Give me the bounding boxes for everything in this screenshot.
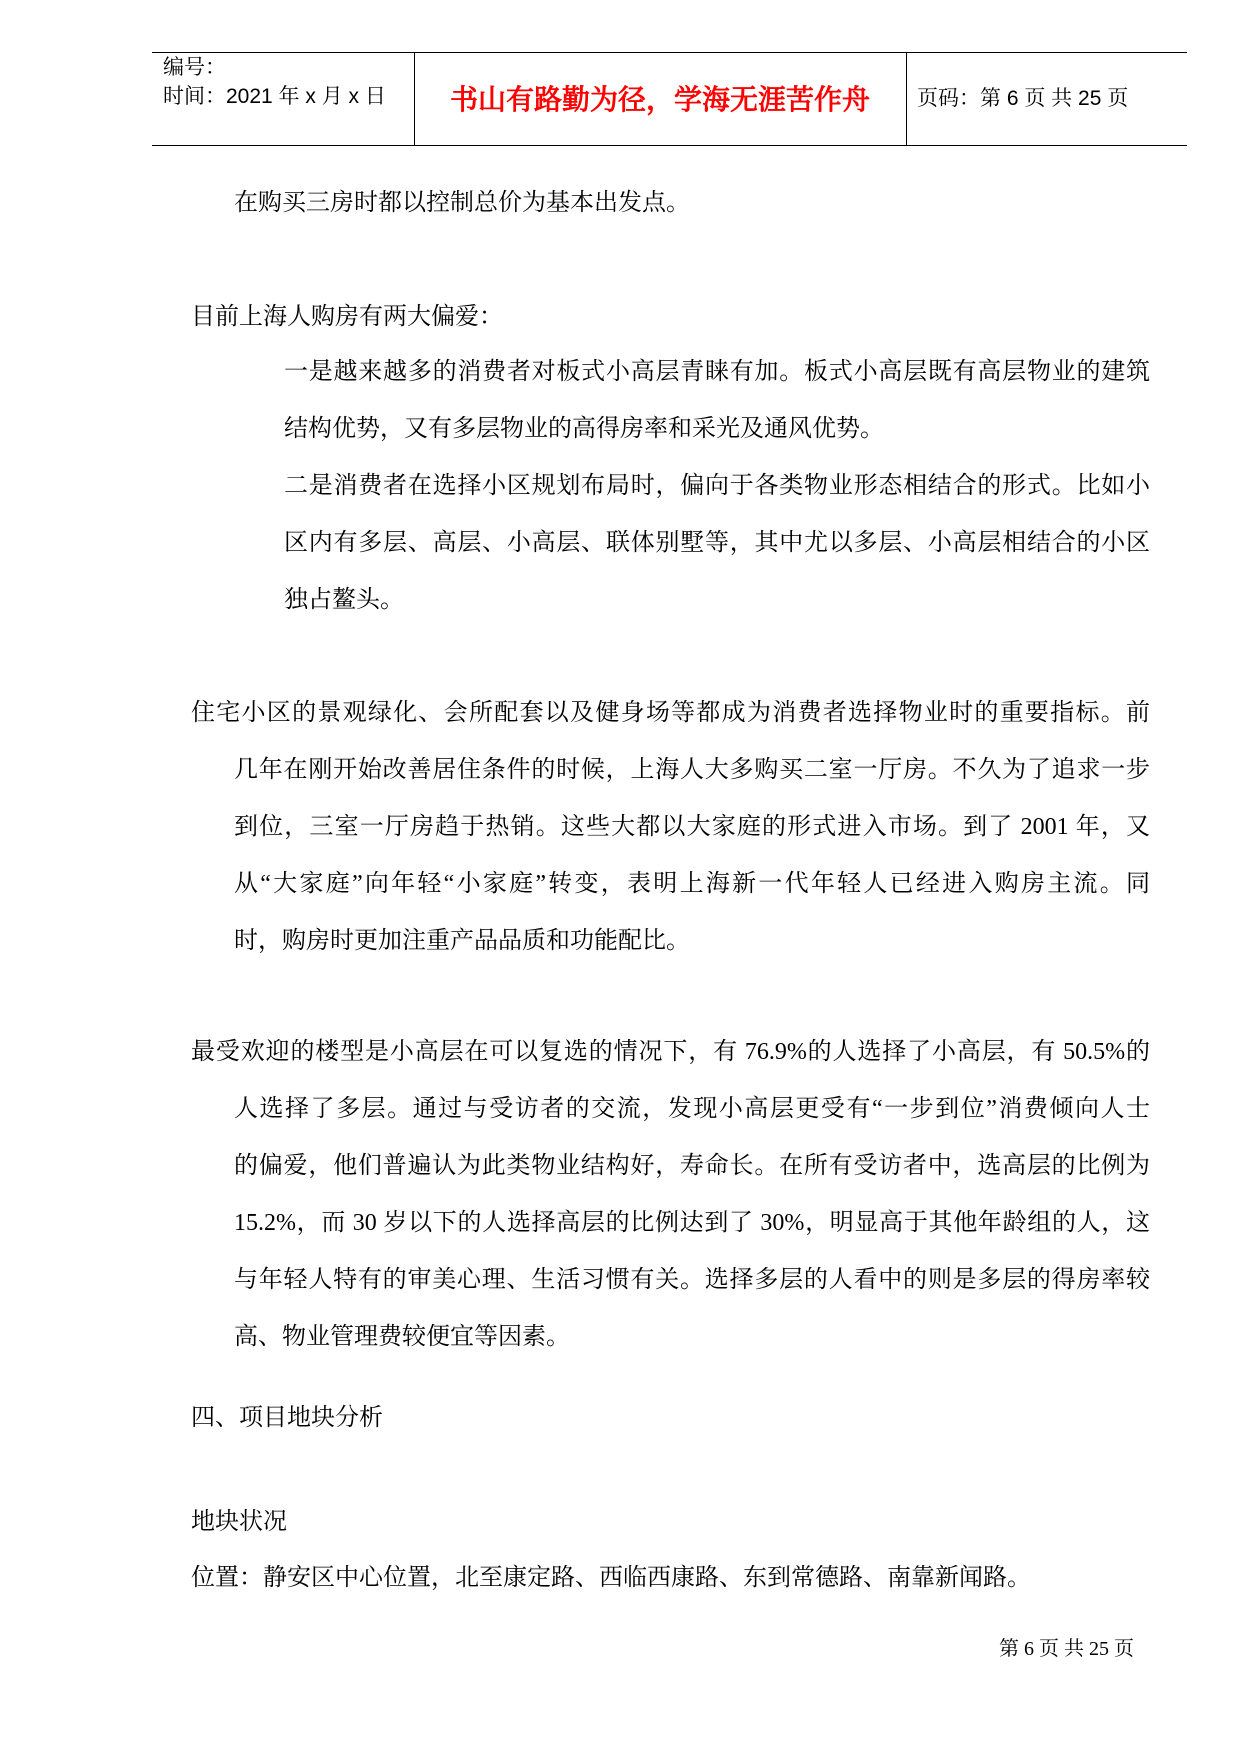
paragraph-line: 的偏爱，他们普遍认为此类物业结构好，寿命长。在所有受访者中，选高层的比例为 (234, 1153, 1150, 1179)
paragraph-line: 最受欢迎的楼型是小高层在可以复选的情况下，有 76.9%的人选择了小高层，有 50.5%的 (191, 1039, 1150, 1065)
paragraph-line: 几年在刚开始改善居住条件的时候，上海人大多购买二室一厅房。不久为了追求一步 (234, 757, 1150, 783)
paragraph-line: 二是消费者在选择小区规划布局时，偏向于各类物业形态相结合的形式。比如小 (284, 473, 1150, 499)
paragraph-line: 15.2%，而 30 岁以下的人选择高层的比例达到了 30%，明显高于其他年龄组的人，这 (234, 1210, 1150, 1236)
page-code: 页码：第 6 页 共 25 页 (917, 87, 1129, 110)
heading-text: 地块状况 (191, 1509, 287, 1535)
serial-number-label: 编号： (163, 56, 226, 79)
paragraph-line: 时，购房时更加注重产品品质和功能配比。 (234, 928, 690, 954)
paragraph-line: 高、物业管理费较便宜等因素。 (234, 1324, 570, 1350)
section-heading (191, 1390, 383, 1447)
paragraph-line: 人选择了多层。通过与受访者的交流，发现小高层更受有“一步到位”消费倾向人士 (234, 1096, 1150, 1122)
opening-paragraph (234, 175, 1150, 232)
header-divider-right (906, 53, 907, 146)
paragraph-line: 住宅小区的景观绿化、会所配套以及健身场等都成为消费者选择物业时的重要指标。前 (191, 700, 1150, 726)
paragraph-line: 区内有多层、高层、小高层、联体别墅等，其中尤以多层、小高层相结合的小区 (284, 530, 1150, 556)
heading-text: 目前上海人购房有两大偏爱： (191, 304, 503, 330)
paragraph-line: 独占鳌头。 (284, 587, 404, 613)
location-paragraph (191, 1550, 1031, 1607)
paragraph-line: 一是越来越多的消费者对板式小高层青睐有加。板式小高层既有高层物业的建筑 (284, 359, 1150, 385)
subheading (191, 1494, 287, 1551)
building-types-paragraph (191, 1024, 1150, 1366)
heading-text: 四、项目地块分析 (191, 1405, 383, 1431)
preferences-heading (191, 289, 503, 346)
paragraph-line: 到位，三室一厅房趋于热销。这些大都以大家庭的形式进入市场。到了 2001 年，又 (234, 814, 1150, 840)
time-label: 时间：2021 年 x 月 x 日 (163, 85, 386, 108)
header-motto: 书山有路勤为径，学海无涯苦作舟 (449, 84, 870, 115)
paragraph-line: 在购买三房时都以控制总价为基本出发点。 (234, 190, 690, 216)
amenities-paragraph (191, 685, 1150, 970)
paragraph-line: 从“大家庭”向年轻“小家庭”转变，表明上海新一代年轻人已经进入购房主流。同 (234, 871, 1150, 897)
paragraph-line: 结构优势，又有多层物业的高得房率和采光及通风优势。 (284, 416, 884, 442)
preferences-paragraph (284, 344, 1150, 629)
page-footer-number: 第 6 页 共 25 页 (999, 1638, 1134, 1660)
paragraph-line: 与年轻人特有的审美心理、生活习惯有关。选择多层的人看中的则是多层的得房率较 (234, 1267, 1150, 1293)
paragraph-line: 位置：静安区中心位置，北至康定路、西临西康路、东到常德路、南靠新闻路。 (191, 1565, 1031, 1591)
